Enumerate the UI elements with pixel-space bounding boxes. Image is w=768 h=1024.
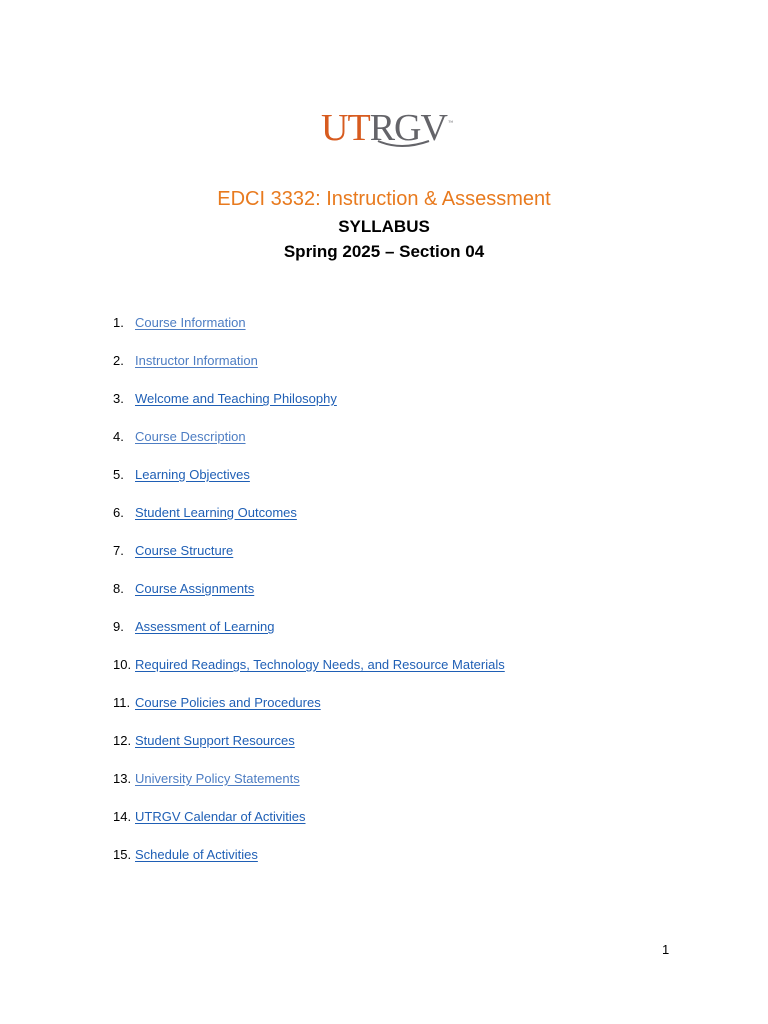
term-section: Spring 2025 – Section 04 — [283, 242, 485, 261]
toc-item-welcome-philosophy — [113, 388, 505, 426]
toc-item-student-learning-outcomes — [113, 502, 505, 540]
toc-number: 15. — [113, 847, 132, 862]
page-number: 1 — [662, 942, 670, 957]
toc-link-assessment-of-learning[interactable]: Assessment of Learning — [135, 619, 275, 634]
toc-link-course-assignments[interactable]: Course Assignments — [135, 581, 255, 596]
toc-number: 2. — [113, 353, 124, 368]
toc-number: 7. — [113, 543, 124, 558]
toc-link-course-structure[interactable]: Course Structure — [135, 543, 234, 558]
toc-item-course-description — [113, 426, 505, 464]
toc-number: 12. — [113, 733, 132, 748]
toc-link-learning-objectives[interactable]: Learning Objectives — [135, 467, 250, 482]
toc-number: 6. — [113, 505, 124, 520]
toc-link-student-support[interactable]: Student Support Resources — [135, 733, 295, 748]
toc-item-course-policies — [113, 692, 505, 730]
toc-item-instructor-information — [113, 350, 505, 388]
toc-link-university-policy[interactable]: University Policy Statements — [135, 771, 300, 786]
toc-item-university-policy — [113, 768, 505, 806]
logo-ut-text: UT — [321, 107, 370, 149]
toc-link-student-learning-outcomes[interactable]: Student Learning Outcomes — [135, 505, 297, 520]
toc-item-course-information — [113, 312, 505, 350]
toc-link-required-readings[interactable]: Required Readings, Technology Needs, and Resource Materials — [135, 657, 505, 672]
toc-number: 14. — [113, 809, 132, 824]
toc-number: 9. — [113, 619, 124, 634]
toc-item-course-structure — [113, 540, 505, 578]
logo-rgv-text: RGV — [369, 107, 447, 149]
toc-link-course-information[interactable]: Course Information — [135, 315, 246, 330]
toc-number: 11. — [113, 695, 131, 710]
course-title: EDCI 3332: Instruction & Assessment — [217, 188, 551, 210]
toc-item-course-assignments — [113, 578, 505, 616]
toc-item-schedule-of-activities — [113, 844, 505, 882]
document-type: SYLLABUS — [338, 217, 430, 236]
logo-wordmark — [321, 106, 453, 150]
toc-link-schedule-of-activities[interactable]: Schedule of Activities — [135, 847, 258, 862]
toc-link-course-description[interactable]: Course Description — [135, 429, 246, 444]
toc-item-required-readings — [113, 654, 505, 692]
toc-number: 4. — [113, 429, 124, 444]
toc-link-course-policies[interactable]: Course Policies and Procedures — [135, 695, 321, 710]
table-of-contents — [113, 312, 505, 882]
toc-number: 13. — [113, 771, 132, 786]
toc-link-welcome-philosophy[interactable]: Welcome and Teaching Philosophy — [135, 391, 337, 406]
toc-item-learning-objectives — [113, 464, 505, 502]
toc-item-student-support — [113, 730, 505, 768]
toc-item-utrgv-calendar — [113, 806, 505, 844]
toc-number: 8. — [113, 581, 124, 596]
toc-link-utrgv-calendar[interactable]: UTRGV Calendar of Activities — [135, 809, 306, 824]
toc-number: 10. — [113, 657, 132, 672]
utrgv-logo — [0, 106, 768, 150]
toc-number: 1. — [113, 315, 124, 330]
logo-swoosh-icon — [376, 139, 431, 149]
toc-link-instructor-information[interactable]: Instructor Information — [135, 353, 258, 368]
toc-item-assessment-of-learning — [113, 616, 505, 654]
toc-number: 3. — [113, 391, 124, 406]
toc-number: 5. — [113, 467, 124, 482]
logo-trademark: ™ — [448, 121, 453, 126]
